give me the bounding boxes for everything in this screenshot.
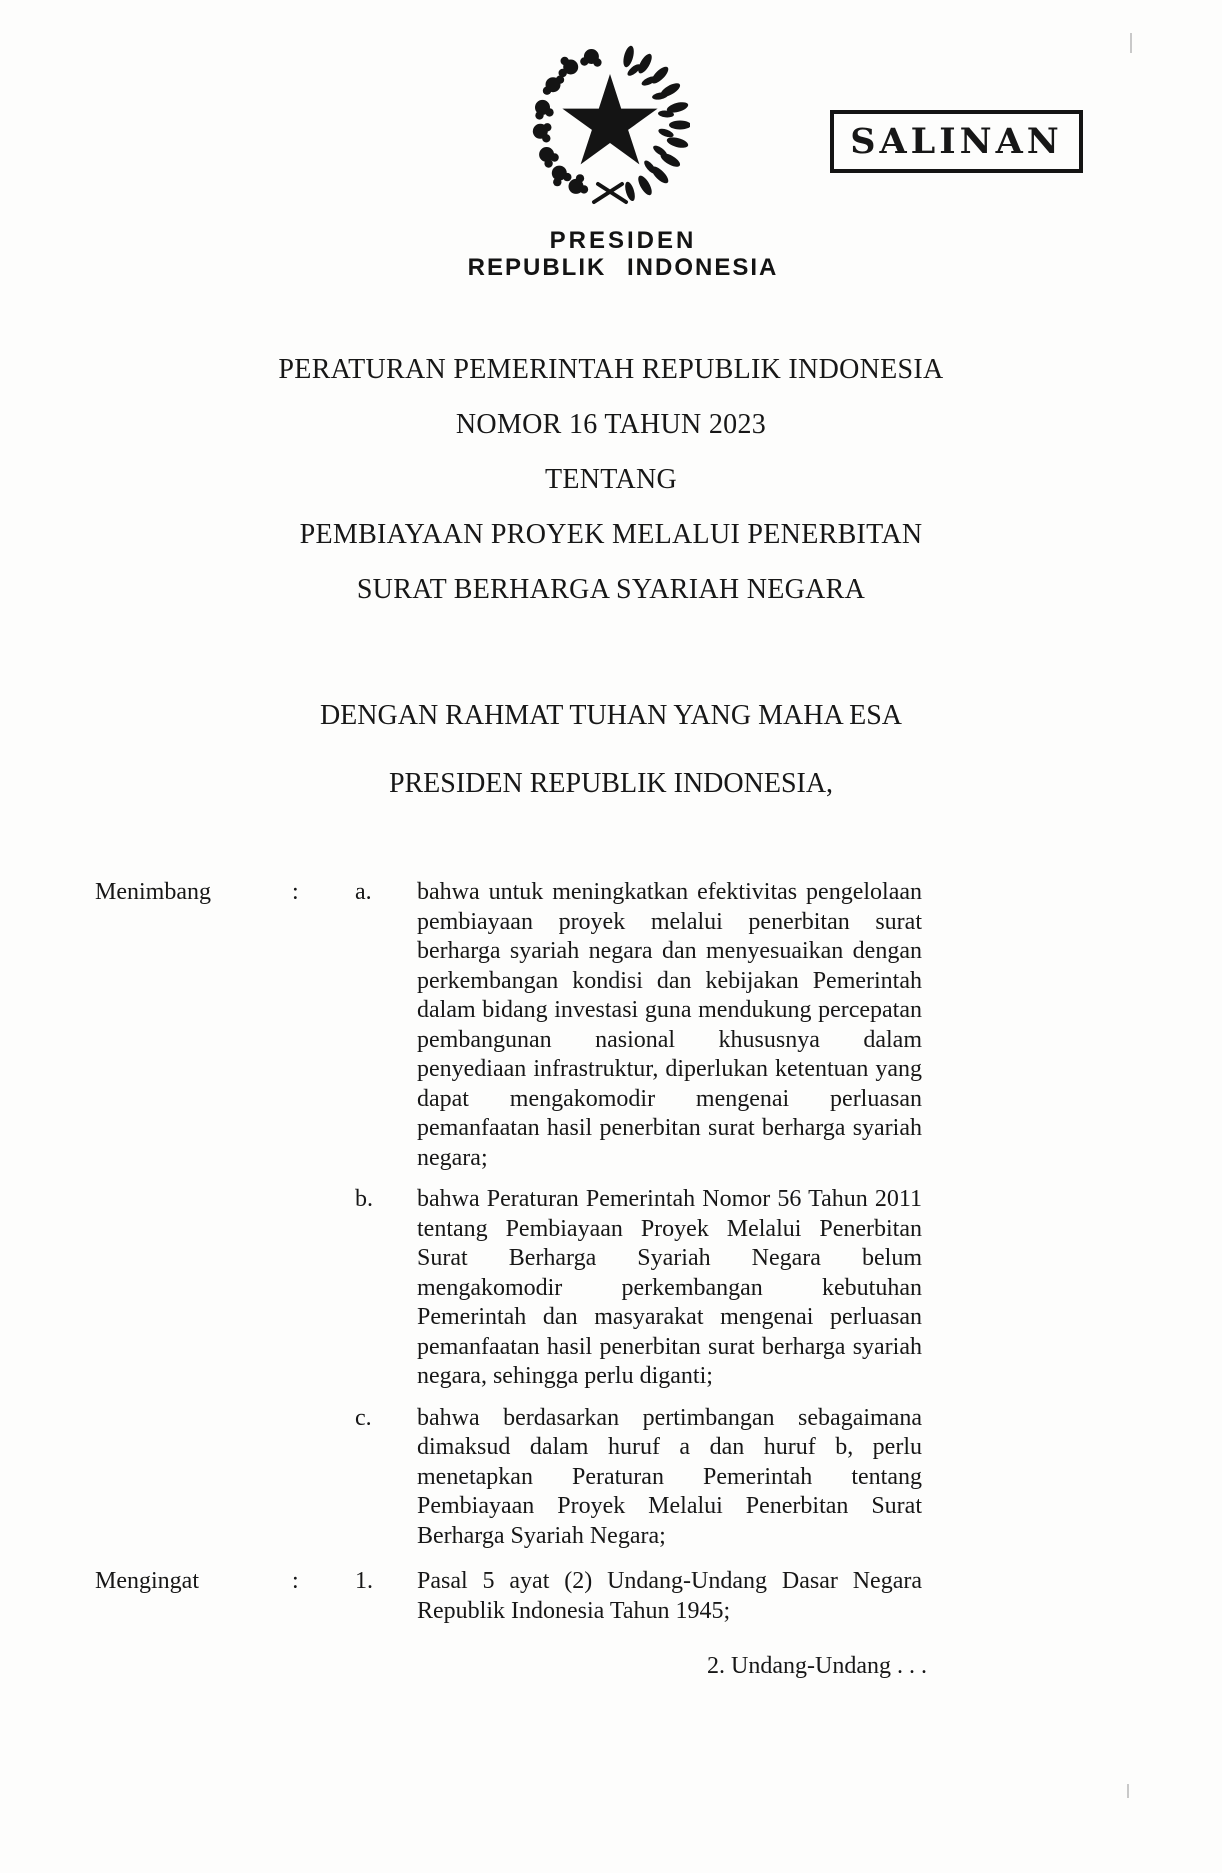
recalling-section	[95, 1567, 927, 1626]
title-line-1: PERATURAN PEMERINTAH REPUBLIK INDONESIA	[278, 354, 944, 385]
considering-item-c-marker: c.	[355, 1404, 372, 1431]
considering-item-b-text: bahwa Peraturan Pemerintah Nomor 56 Tahun 2011 tentang Pembiayaan Proyek Melalui Penerbitan Surat Berharga Syariah Negara belum mengakomodir perkembangan kebutuhan Pemerintah dan masyarakat mengenai perluasan pemanfaatan hasil penerbitan surat berharga syariah negara, sehingga perlu diganti;	[417, 1186, 922, 1389]
page-catchword	[95, 1652, 927, 1682]
letterhead-republik-indonesia: REPUBLIK INDONESIA	[467, 254, 779, 281]
considering-section	[95, 878, 927, 1551]
considering-item-a-text: bahwa untuk meningkatkan efektivitas pengelolaan pembiayaan proyek melalui penerbitan surat berharga syariah negara dan menyesuaikan dengan perkembangan kondisi dan kebijakan Pemerintah dalam bidang investasi guna mendukung percepatan pembangunan nasional khususnya dalam penyediaan infrastruktur, diperlukan ketentuan yang dapat mengakomodir mengenai perluasan pemanfaatan hasil penerbitan surat berharga syariah negara;	[417, 879, 922, 1171]
star-icon	[562, 74, 657, 164]
considering-separator: :	[292, 879, 299, 905]
salinan-stamp	[830, 110, 1083, 173]
recalling-item-1-text: Pasal 5 ayat (2) Undang-Undang Dasar Negara Republik Indonesia Tahun 1945;	[417, 1568, 922, 1624]
invocation-line: DENGAN RAHMAT TUHAN YANG MAHA ESA	[319, 700, 903, 731]
recalling-label: Mengingat	[95, 1568, 199, 1594]
recalling-item-1-marker: 1.	[355, 1568, 373, 1594]
considering-item-c-text: bahwa berdasarkan pertimbangan sebagaimana dimaksud dalam huruf a dan huruf b, perlu menetapkan Peraturan Pemerintah tentang Pembiayaan Proyek Melalui Penerbitan Surat Berharga Syariah Negara;	[417, 1404, 922, 1549]
scan-artifact-bottom	[1127, 1784, 1129, 1798]
salinan-stamp-label: SALINAN	[850, 121, 1063, 162]
title-line-3: TENTANG	[544, 464, 678, 495]
title-line-5: SURAT BERHARGA SYARIAH NEGARA	[356, 574, 866, 605]
considering-item-a-marker: a.	[355, 879, 372, 905]
authority-line: PRESIDEN REPUBLIK INDONESIA,	[388, 768, 834, 799]
title-line-2: NOMOR 16 TAHUN 2023	[455, 409, 767, 440]
title-line-4: PEMBIAYAAN PROYEK MELALUI PENERBITAN	[299, 519, 923, 550]
catchword-text: 2. Undang-Undang . . .	[707, 1653, 927, 1679]
considering-item-b-marker: b.	[355, 1186, 373, 1212]
scan-artifact-top	[1130, 33, 1132, 53]
letterhead-presiden: PRESIDEN	[549, 227, 697, 254]
letterhead	[423, 227, 823, 282]
considering-label: Menimbang	[95, 879, 211, 905]
regulation-title	[0, 342, 1222, 617]
recalling-separator: :	[292, 1568, 299, 1594]
presidential-seal-icon	[530, 34, 690, 206]
document-body	[95, 878, 927, 1682]
crossed-stems-icon	[594, 184, 626, 202]
